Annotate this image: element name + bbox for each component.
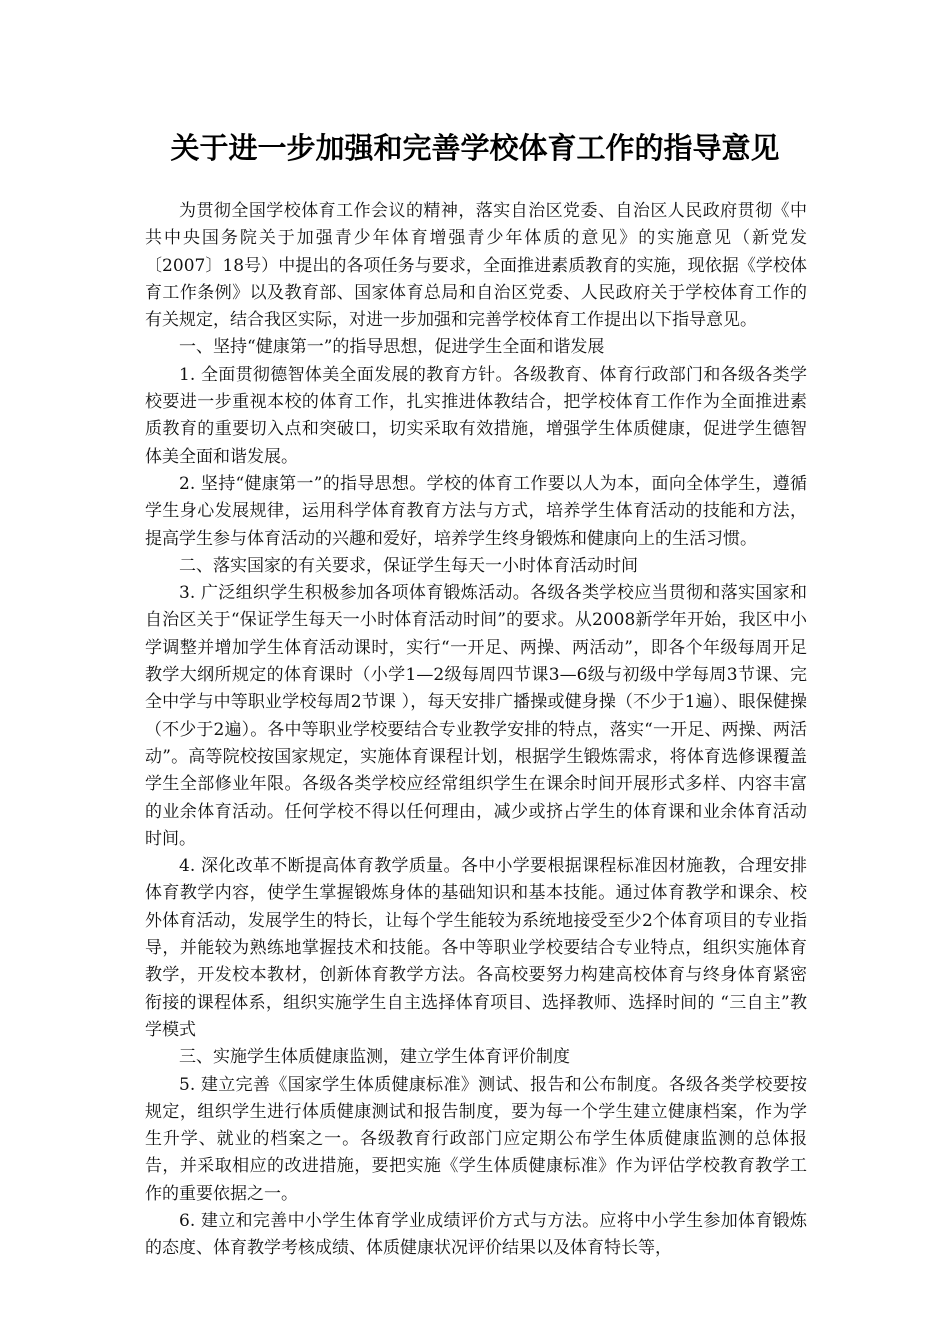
paragraph-item-1: 1. 全面贯彻德智体美全面发展的教育方针。各级教育、体育行政部门和各级各类学校要进一步重视本校的体育工作，扎实推进体教结合，把学校体育工作作为全面推进素质教育的重要切入点和突破口，切实采取有效措施，增强学生体质健康，促进学生德智体美全面和谐发展。: [145, 364, 807, 467]
intro-paragraph: 为贯彻全国学校体育工作会议的精神，落实自治区党委、自治区人民政府贯彻《中共中央国务院关于加强青少年体育增强青少年体质的意见》的实施意见（新党发〔2007〕18号）中提出的各项任务与要求，全面推进素质教育的实施，现依据《学校体育工作条例》以及教育部、国家体育总局和自治区党委、人民政府关于学校体育工作的有关规定，结合我区实际，对进一步加强和完善学校体育工作提出以下指导意见。: [145, 201, 807, 331]
section-heading-2: 二、落实国家的有关要求，保证学生每天一小时体育活动时间: [179, 555, 638, 576]
paragraph-item-5: 5. 建立完善《国家学生体质健康标准》测试、报告和公布制度。各级各类学校要按规定，组织学生进行体质健康测试和报告制度，要为每一个学生建立健康档案，作为学生升学、就业的档案之一。各级教育行政部门应定期公布学生体质健康监测的总体报告，并采取相应的改进措施，要把实施《学生体质健康标准》作为评估学校教育教学工作的重要依据之一。: [145, 1074, 807, 1204]
paragraph-item-6: 6. 建立和完善中小学生体育学业成绩评价方式与方法。应将中小学生参加体育锻炼的态度、体育教学考核成绩、体质健康状况评价结果以及体育特长等，: [145, 1210, 807, 1259]
section-heading-3: 三、实施学生体质健康监测，建立学生体育评价制度: [179, 1047, 570, 1068]
document-body: [145, 198, 807, 1263]
section-heading-1: 一、坚持“健康第一”的指导思想，促进学生全面和谐发展: [179, 337, 605, 358]
paragraph-item-3: 3. 广泛组织学生积极参加各项体育锻炼活动。各级各类学校应当贯彻和落实国家和自治区关于“保证学生每天一小时体育活动时间”的要求。从2008新学年开始，我区中小学调整并增加学生体育活动课时，实行“一开足、两操、两活动”，即各个年级每周开足教学大纲所规定的体育课时（小学1—2级每周四节课3—6级与初级中学每周3节课、完全中学与中等职业学校每周2节课 ），每天安排广播操或健身操（不少于1遍）、眼保健操（不少于2遍）。各中等职业学校要结合专业教学安排的特点，落实“一开足、两操、两活动”。高等院校按国家规定，实施体育课程计划，根据学生锻炼需求，将体育选修课覆盖学生全部修业年限。各级各类学校应经常组织学生在课余时间开展形式多样、内容丰富的业余体育活动。任何学校不得以任何理由，减少或挤占学生的体育课和业余体育活动时间。: [145, 583, 807, 849]
paragraph-item-4: 4. 深化改革不断提高体育教学质量。各中小学要根据课程标准因材施教，合理安排体育教学内容，使学生掌握锻炼身体的基础知识和基本技能。通过体育教学和课余、校外体育活动，发展学生的特长，让每个学生能较为系统地接受至少2个体育项目的专业指导，并能较为熟练地掌握技术和技能。各中等职业学校要结合专业特点，组织实施体育教学，开发校本教材，创新体育教学方法。各高校要努力构建高校体育与终身体育紧密衔接的课程体系，组织实施学生自主选择体育项目、选择教师、选择时间的 “三自主”教学模式: [145, 856, 807, 1040]
document-title: 关于进一步加强和完善学校体育工作的指导意见: [170, 131, 780, 165]
paragraph-item-2: 2. 坚持“健康第一”的指导思想。学校的体育工作要以人为本，面向全体学生，遵循学生身心发展规律，运用科学体育教育方法与方式，培养学生体育活动的技能和方法，提高学生参与体育活动的兴趣和爱好，培养学生终身锻炼和健康向上的生活习惯。: [145, 473, 807, 549]
